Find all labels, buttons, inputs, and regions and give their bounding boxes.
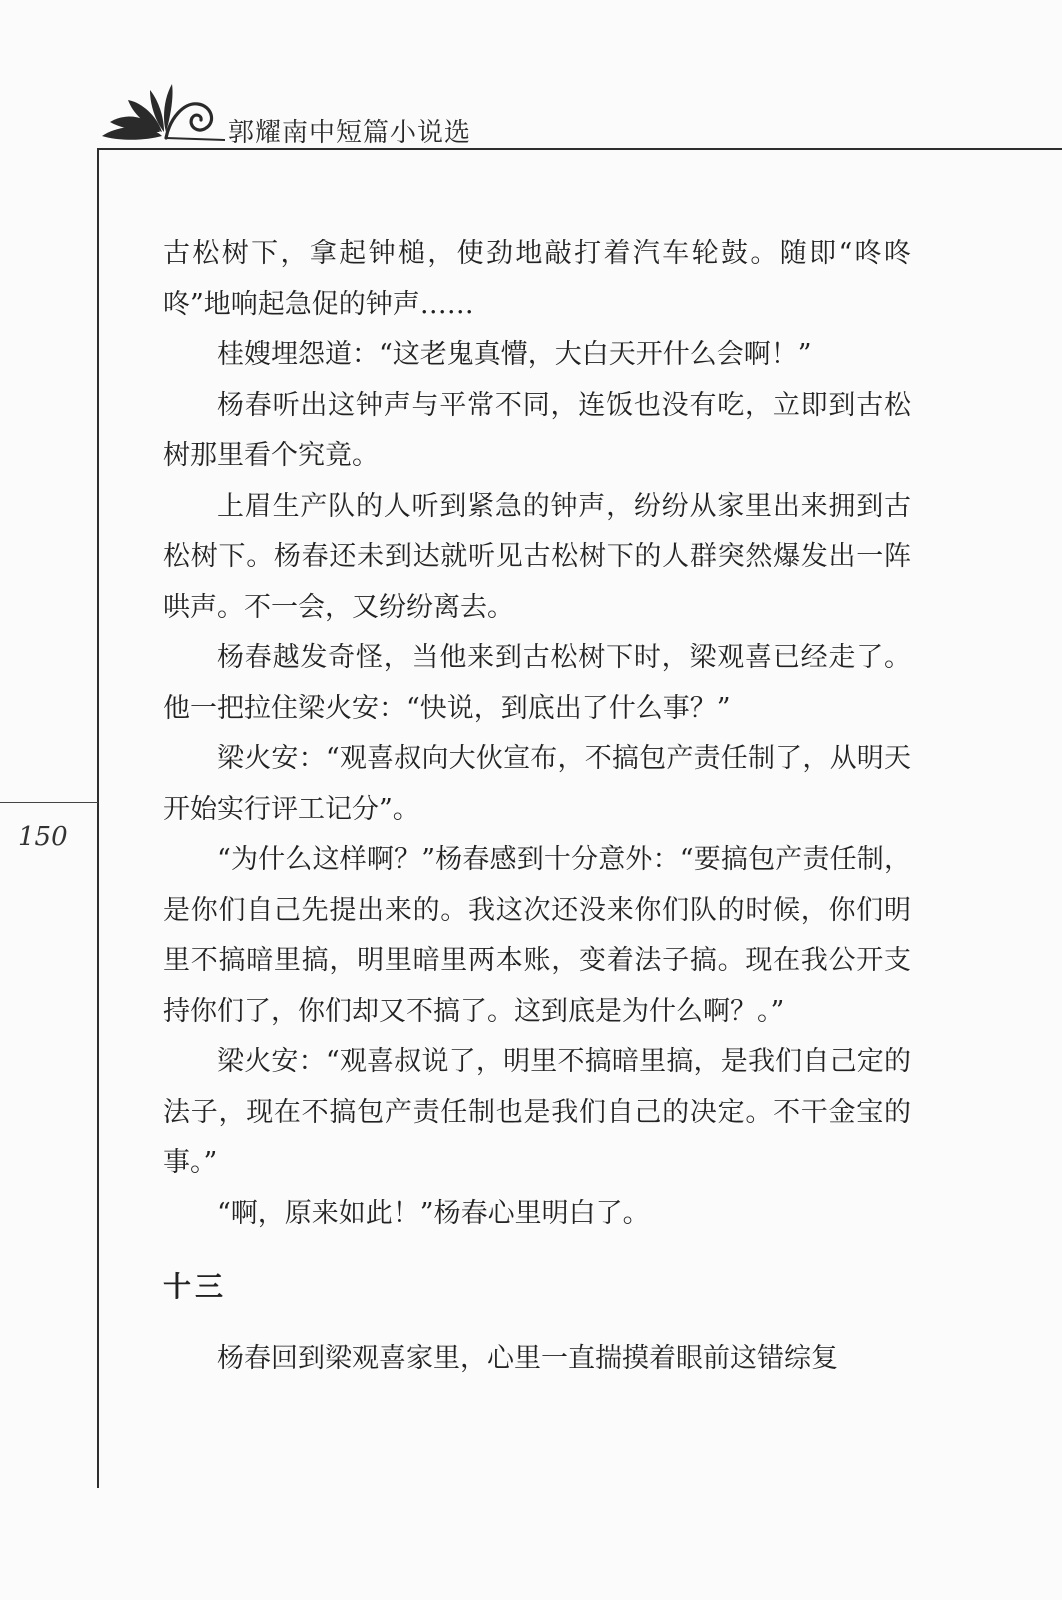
paragraph: 杨春听出这钟声与平常不同，连饭也没有吃，立即到古松树那里看个究竟。 <box>163 389 911 471</box>
page-number: 150 <box>18 822 68 852</box>
paragraph: 杨春回到梁观喜家里，心里一直揣摸着眼前这错综复 <box>217 1343 838 1374</box>
header-ornament-icon <box>100 78 225 150</box>
paragraph: “为什么这样啊？”杨春感到十分意外：“要搞包产责任制，是你们自己先提出来的。我这次还没来你们队的时候，你们明里不搞暗里搞，明里暗里两本账，变着法子搞。现在我公开支持你们了，你们却又不搞了。这到底是为什么啊？。” <box>163 844 911 1027</box>
header-rule <box>98 148 1062 150</box>
paragraph: 杨春越发奇怪，当他来到古松树下时，梁观喜已经走了。他一把拉住梁火安：“快说，到底出了什么事？” <box>163 642 911 724</box>
paragraph: “啊，原来如此！”杨春心里明白了。 <box>217 1197 650 1229</box>
paragraph: 梁火安：“观喜叔向大伙宣布，不搞包产责任制了，从明天开始实行评工记分”。 <box>163 743 911 825</box>
running-header-title: 郭耀南中短篇小说选 <box>228 118 472 148</box>
page-body <box>163 229 911 1385</box>
paragraph: 桂嫂埋怨道：“这老鬼真懵，大白天开什么会啊！” <box>217 339 812 370</box>
paragraph: 梁火安：“观喜叔说了，明里不搞暗里搞，是我们自己定的法子，现在不搞包产责任制也是我们自己的决定。不干金宝的事。” <box>163 1046 911 1178</box>
paragraph: 上眉生产队的人听到紧急的钟声，纷纷从家里出来拥到古松树下。杨春还未到达就听见古松树下的人群突然爆发出一阵哄声。不一会，又纷纷离去。 <box>163 490 911 623</box>
page-number-rule <box>0 802 98 803</box>
section-heading: 十三 <box>163 1270 228 1303</box>
paragraph: 古松树下，拿起钟槌，使劲地敲打着汽车轮鼓。随即“咚咚咚”地响起急促的钟声…… <box>163 238 911 320</box>
left-margin-rule <box>97 148 99 1488</box>
